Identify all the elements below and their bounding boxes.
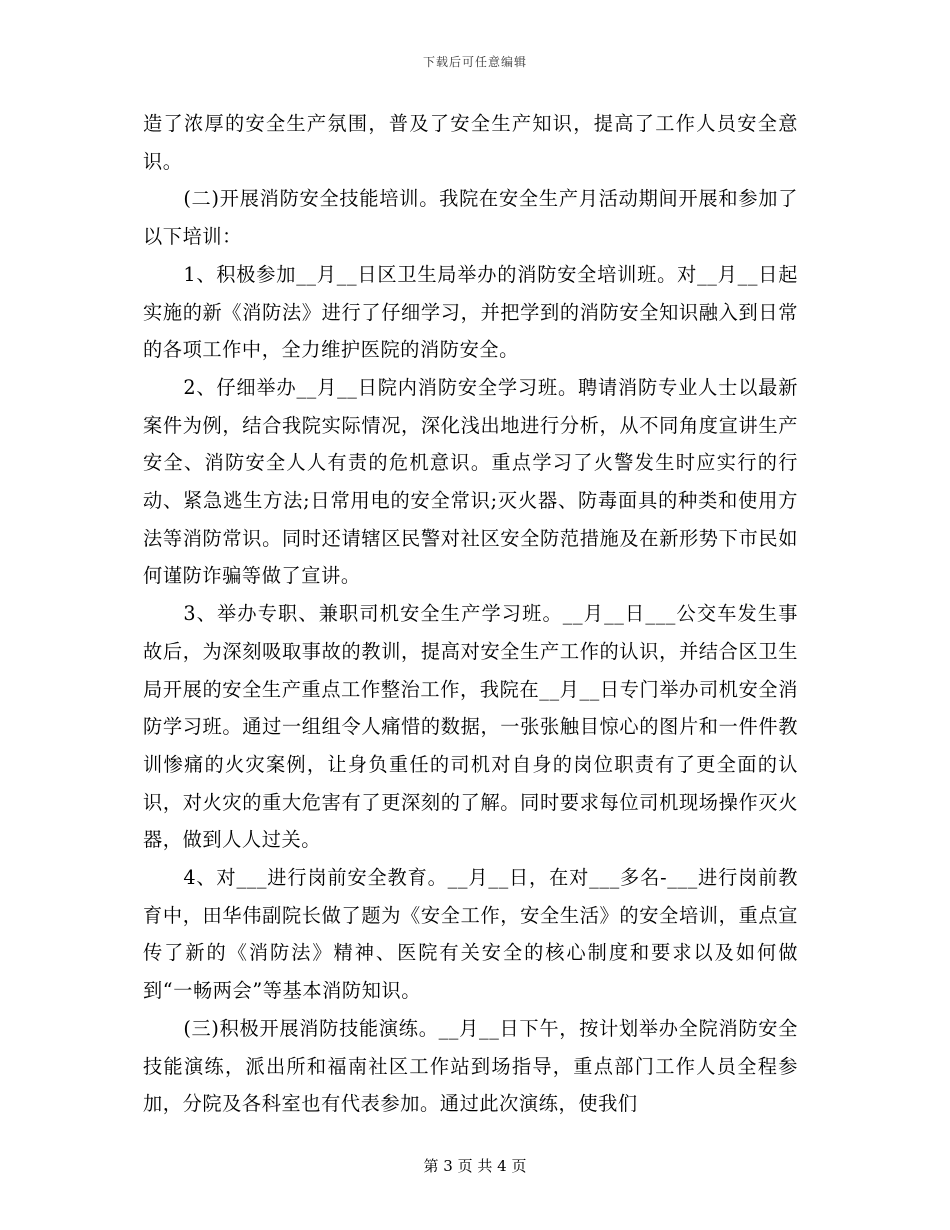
paragraph-7: (三)积极开展消防技能演练。__月__日下午，按计划举办全院消防安全技能演练，派出所和福南社区工作站到场指导，重点部门工作人员全程参加，分院及各科室也有代表参加。通过此次演练，使我们 [143, 1016, 798, 1116]
paragraph-2: (二)开展消防安全技能培训。我院在安全生产月活动期间开展和参加了以下培训： [143, 187, 798, 249]
paragraph-3: 1、积极参加__月__日区卫生局举办的消防安全培训班。对__月__日起实施的新《消防法》进行了仔细学习，并把学到的消防安全知识融入到日常的各项工作中，全力维护医院的消防安全。 [143, 262, 798, 362]
paragraph-5: 3、举办专职、兼职司机安全生产学习班。__月__日___公交车发生事故后，为深刻吸取事故的教训，提高对安全生产工作的认识，并结合区卫生局开展的安全生产重点工作整治工作，我院在__月__日专门举办司机安全消防学习班。通过一组组令人痛惜的数据，一张张触目惊心的图片和一件件教训惨痛的火灾案例，让身负重任的司机对自身的岗位职责有了更全面的认识，对火灾的重大危害有了更深刻的了解。同时要求每位司机现场操作灭火器，做到人人过关。 [143, 602, 798, 852]
document-body [143, 105, 798, 1123]
page-number: 第 3 页 共 4 页 [423, 1157, 527, 1175]
page-header: 下载后可任意编辑 [422, 55, 527, 69]
paragraph-6: 4、对___进行岗前安全教育。__月__日，在对___多名-___进行岗前教育中，田华伟副院长做了题为《安全工作，安全生活》的安全培训，重点宣传了新的《消防法》精神、医院有关安全的核心制度和要求以及如何做到“一畅两会”等基本消防知识。 [143, 866, 798, 1003]
paragraph-4: 2、仔细举办__月__日院内消防安全学习班。聘请消防专业人士以最新案件为例，结合我院实际情况，深化浅出地进行分析，从不同角度宣讲生产安全、消防安全人人有责的危机意识。重点学习了火警发生时应实行的行动、紧急逃生方法;日常用电的安全常识;灭火器、防毒面具的种类和使用方法等消防常识。同时还请辖区民警对社区安全防范措施及在新形势下市民如何谨防诈骗等做了宣讲。 [143, 375, 798, 588]
paragraph-1: 造了浓厚的安全生产氛围，普及了安全生产知识，提高了工作人员安全意识。 [143, 112, 798, 173]
